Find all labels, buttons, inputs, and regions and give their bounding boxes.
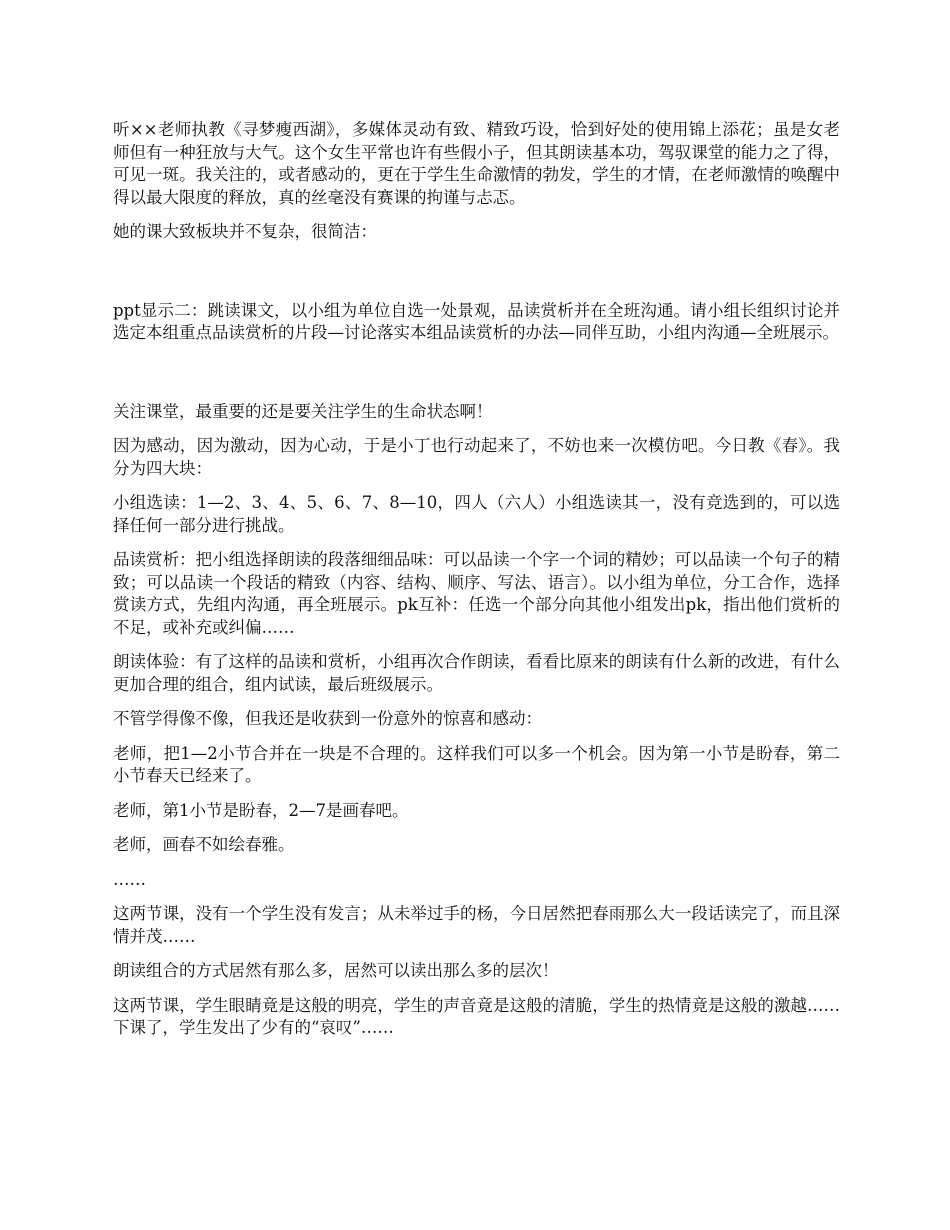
paragraph: 因为感动，因为激动，因为心动，于是小丁也行动起来了，不妨也来一次模仿吧。今日教《春》。我分为四大块： (113, 436, 840, 478)
paragraph: 不管学得像不像，但我还是收获到一份意外的惊喜和感动： (113, 709, 542, 728)
paragraph: 听××老师执教《寻梦瘦西湖》，多媒体灵动有致、精致巧设，恰到好处的使用锦上添花；虽是女老师但有一种狂放与大气。这个女生平常也许有些假小子，但其朗读基本功，驾驭课堂的能力之了得，可见一斑。我关注的，或者感动的，更在于学生生命激情的勃发，学生的才情，在老师激情的唤醒中得以最大限度的释放，真的丝毫没有赛课的拘谨与忐忑。 (113, 120, 840, 207)
paragraph: 朗读组合的方式居然有那么多，居然可以读出那么多的层次！ (113, 961, 559, 980)
paragraph: ppt显示二：跳读课文，以小组为单位自选一处景观，品读赏析并在全班沟通。请小组长组织讨论并选定本组重点品读赏析的片段—讨论落实本组品读赏析的办法—同伴互助，小组内沟通—全班展示。 (113, 300, 840, 342)
paragraph: 老师，画春不如绘春雅。 (113, 835, 295, 854)
paragraph: 关注课堂，最重要的还是要关注学生的生命状态啊！ (113, 401, 493, 421)
paragraph: 朗读体验：有了这样的品读和赏析，小组再次合作朗读，看看比原来的朗读有什么新的改进，有什么更加合理的组合，组内试读，最后班级展示。 (113, 652, 840, 694)
document-body (113, 119, 840, 1052)
paragraph: 这两节课，学生眼睛竟是这般的明亮，学生的声音竟是这般的清脆，学生的热情竟是这般的激越……下课了，学生发出了少有的“哀叹”…… (113, 995, 840, 1037)
blank-gap (113, 357, 840, 401)
paragraph: …… (113, 869, 146, 889)
paragraph: 品读赏析：把小组选择朗读的段落细细品味：可以品读一个字一个词的精妙；可以品读一个句子的精致；可以品读一个段话的精致（内容、结构、顺序、写法、语言）。以小组为单位，分工合作，选择赏读方式，先组内沟通，再全班展示。pk互补：任选一个部分向其他小组发出pk，指出他们赏析的不足，或补充或纠偏…… (113, 550, 840, 637)
blank-gap (113, 256, 840, 300)
paragraph: 这两节课，没有一个学生没有发言；从未举过手的杨，今日居然把春雨那么大一段话读完了，而且深情并茂…… (113, 904, 840, 946)
paragraph: 老师，把1—2小节合并在一块是不合理的。这样我们可以多一个机会。因为第一小节是盼春，第二小节春天已经来了。 (113, 743, 840, 785)
paragraph: 老师，第1小节是盼春，2—7是画春吧。 (113, 800, 409, 820)
paragraph: 小组选读：1—2、3、4、5、6、7、8—10，四人（六人）小组选读其一，没有竞选到的，可以选择任何一部分进行挑战。 (113, 493, 840, 535)
paragraph: 她的课大致板块并不复杂，很简洁： (113, 222, 377, 241)
